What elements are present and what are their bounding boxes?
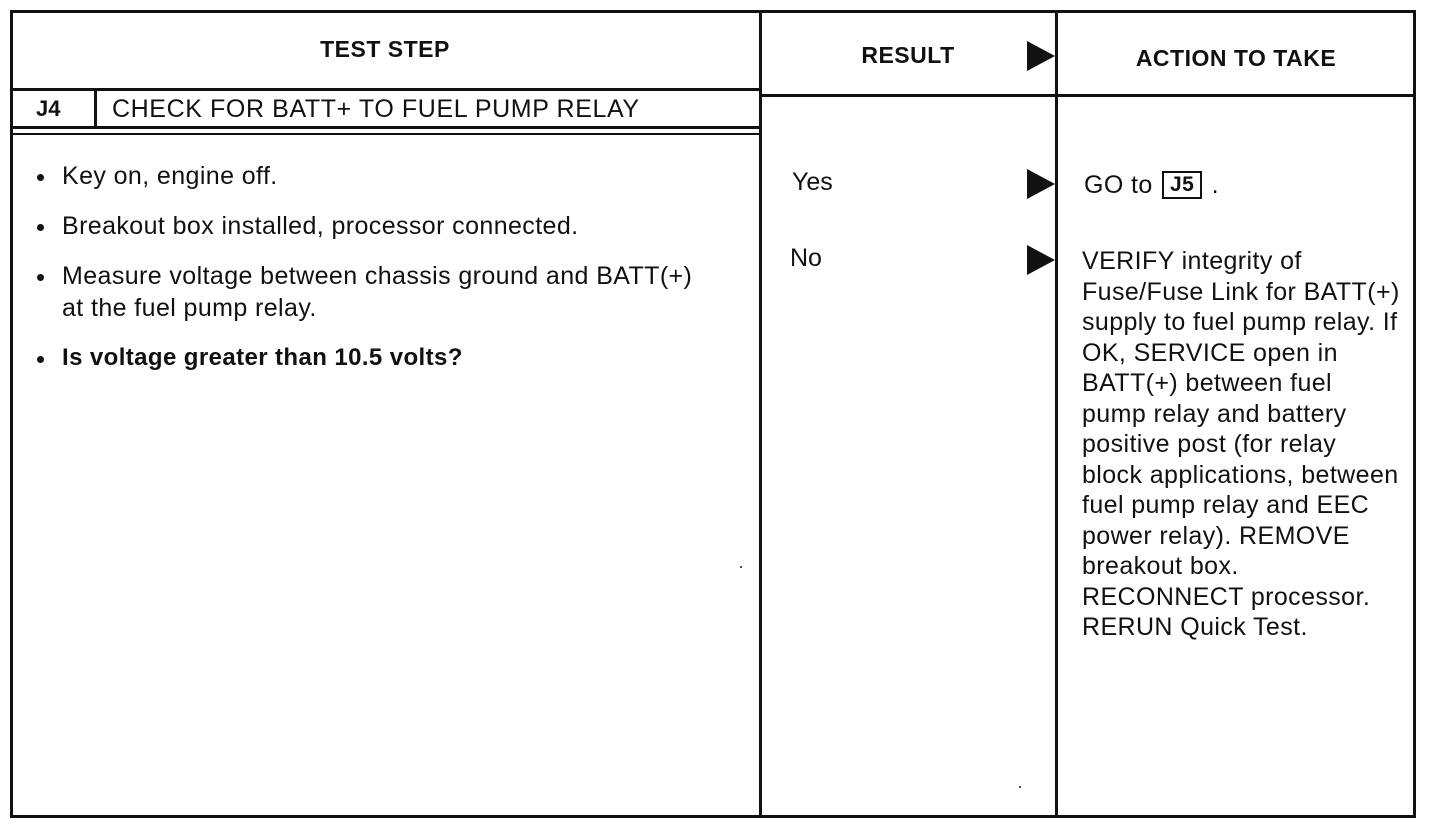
header-action-to-take: ACTION TO TAKE (1135, 45, 1337, 71)
instruction-question: Is voltage greater than 10.5 volts? (32, 342, 712, 374)
instruction-item: Measure voltage between chassis ground and BATT(+) at the fuel pump relay. (32, 260, 712, 324)
divider-result-action (1055, 10, 1058, 818)
result-yes: Yes (792, 168, 833, 196)
divider-test-result (759, 10, 762, 818)
action-yes-text: GO to (1084, 171, 1153, 199)
step-title-underline (10, 126, 761, 129)
scan-speck (740, 566, 742, 568)
instruction-item: Breakout box installed, processor connected. (32, 210, 712, 242)
no-right-triangle-arrow-icon (1027, 245, 1055, 275)
header-underline-test (10, 88, 761, 91)
step-id-divider (94, 88, 97, 128)
action-yes (1084, 171, 1219, 200)
yes-right-triangle-arrow-icon (1027, 169, 1055, 199)
scan-speck (1019, 786, 1021, 788)
step-title-underline-thin (10, 133, 761, 135)
result-no: No (790, 244, 822, 272)
step-id: J4 (36, 96, 61, 121)
header-test-step: TEST STEP (320, 36, 450, 62)
step-title: CHECK FOR BATT+ TO FUEL PUMP RELAY (112, 95, 640, 123)
header-underline-result-action (759, 94, 1416, 97)
step-reference-j5: J5 (1162, 171, 1202, 199)
instruction-item: Key on, engine off. (32, 160, 712, 192)
action-no: VERIFY integrity of Fuse/Fuse Link for BATT(+) supply to fuel pump relay. If OK, SERVICE open in BATT(+) between fuel pump relay and battery positive post (for relay block applications, between fuel pump relay and EEC power relay). REMOVE breakout box. RECONNECT processor. RERUN Quick Test. (1082, 247, 1400, 641)
action-yes-period: . (1211, 171, 1219, 199)
header-right-triangle-arrow-icon (1027, 41, 1055, 71)
header-result: RESULT (861, 42, 955, 68)
test-step-instructions (32, 160, 712, 392)
